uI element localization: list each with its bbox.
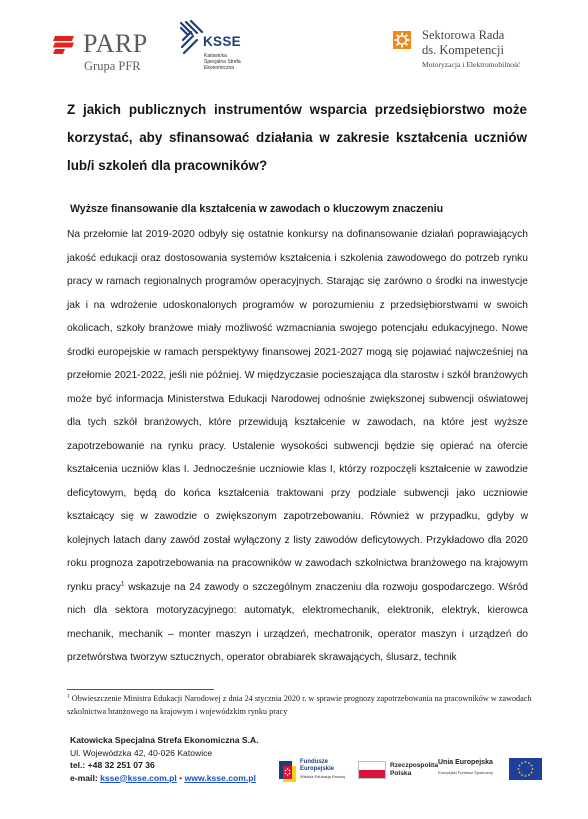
parp-logo — [53, 30, 173, 78]
rp-name — [390, 762, 438, 778]
footer-email-row — [70, 772, 300, 785]
ue-subtitle: Europejski Fundusz Społeczny — [438, 770, 493, 775]
footnote-reference[interactable]: 1 — [120, 580, 125, 588]
fundusze-europejskie-icon — [277, 759, 297, 783]
footnote — [67, 693, 535, 718]
footer-address: Ul. Wojewódzka 42, 40-026 Katowice — [70, 747, 213, 758]
footer-phone: tel.: +48 32 251 07 36 — [70, 760, 155, 770]
footer-website-link[interactable]: www.ksse.com.pl — [184, 772, 256, 783]
ksse-line-2: Specjalna Strefa — [204, 59, 241, 65]
footnote-text: Obwieszczenie Ministra Edukacji Narodowej z dnia 24 stycznia 2020 r. w sprawie prognozy zapotrzebowania na pracowników w zawodach szkolnictwa branżowego na krajowym i wojewódzkim rynku pracy — [67, 694, 532, 716]
parp-subtitle: Grupa PFR — [84, 59, 141, 73]
footer-separator: • — [176, 772, 185, 783]
eu-flag-icon — [509, 758, 542, 780]
rada-line-2: ds. Kompetencji — [422, 43, 504, 57]
fe-subtitle: Wiedza Edukacja Rozwój — [300, 774, 346, 779]
footnote-marker: 1 — [67, 693, 70, 700]
body-text-part-1: Na przełomie lat 2019-2020 odbyły się ostatnie konkursy na dofinansowanie działań poprawiających jakość edukacji oraz dostosowania systemów kształcenia i szkolenia zawodowego do potrzeb rynku pracy w ramach regionalnych programów operacyjnych. Starając się zarówno o środki na inwestycje jak i na wdrożenie udoskonalonych programów w porozumieniu z przedsiębiorstwami w swoich okolicach, szkoły branżowe miały możliwość wzmacniania swojego potencjału edukacyjnego. Nowe środki europejskie w ramach perspektywy finansowej 2021-2027 mogą się pojawiać najwcześniej na przełomie 2021-2022, jeśli nie później. W międzyczasie pocieszająca dla starostw i szkół branżowych może być informacja Ministerstwa Edukacji Narodowej odnośnie zwiększonej subwencji oświatowej dla tych szkół branżowych, które przewidują kształcenie w zawodach, na które jest wyższe zapotrzebowanie na rynku pracy. Ustalenie wysokości subwencji będzie się opierać na ofercie kształcenia uczniów klas I. Jednocześnie uczniowie klas I, którzy rozpoczęli kształcenie w zawodzie deficytowym, będą do końca kształcenia traktowani przy podziale subwencji jako uczniowie kształcący się w zawodzie o zwiększonym zapotrzebowaniu. Również w przypadku, gdyby w kolejnych latach dany zawód został wyłączony z listy zawodów deficytowych. Przykładowo dla 2020 roku prognoza zapotrzebowania na pracowników w zawodach szkolnictwa branżowego na krajowym rynku pracy — [67, 229, 528, 593]
fe-name — [300, 759, 334, 773]
footnote-divider — [67, 689, 214, 690]
parp-name: PARP — [83, 29, 148, 58]
fe-name-line-1: Fundusze — [300, 759, 328, 765]
question-title: Z jakich publicznych instrumentów wsparcia przedsiębiorstwo może korzystać, aby sfinansować działania w zakresie kształcenia uczniów lub/i szkoleń dla pracowników? — [67, 102, 527, 173]
parp-mark-icon — [53, 35, 75, 54]
sektorowa-rada-logo — [393, 28, 573, 78]
rzeczpospolita-polska-logo — [358, 758, 448, 784]
section-heading: Wyższe finansowanie dla kształcenia w zawodach o kluczowym znaczeniu — [70, 203, 444, 215]
ksse-line-3: Ekonomiczna — [204, 65, 235, 71]
ue-name: Unia Europejska — [438, 759, 493, 766]
rp-name-line-2: Polska — [390, 770, 412, 777]
body-paragraph — [67, 223, 528, 670]
fundusze-europejskie-logo — [277, 758, 353, 784]
rp-name-line-1: Rzeczpospolita — [390, 762, 438, 769]
footer-contact — [70, 734, 300, 784]
rada-line-1: Sektorowa Rada — [422, 28, 505, 42]
unia-europejska-logo — [438, 757, 544, 785]
footer-org-name: Katowicka Specjalna Strefa Ekonomiczna S.A. — [70, 735, 259, 745]
footer-email-label: e-mail: — [70, 772, 101, 783]
polish-flag-icon — [358, 761, 386, 779]
fe-name-line-2: Europejskie — [300, 766, 335, 772]
rada-gear-icon — [393, 31, 411, 49]
ksse-name: KSSE — [203, 34, 241, 49]
ksse-logo — [178, 20, 288, 78]
footer-email-link[interactable]: ksse@ksse.com.pl — [100, 772, 177, 783]
rada-line-3: Motoryzacja i Elektromobilność — [422, 60, 521, 69]
ksse-line-1: Katowicka — [204, 53, 227, 59]
body-text-part-2: wskazuje na 24 zawody o szczególnym znaczeniu dla rozwoju gospodarczego. Wśród nich dla sektora motoryzacyjnego: automatyk, elektromechanik, elektronik, elektryk, kierowca mechanik, mechanik – monter maszyn i urządzeń, mechatronik, operator maszyn i urządzeń do przetwórstwa tworzyw sztucznych, operator obrabiarek skrawających, ślusarz, technik — [67, 581, 528, 663]
